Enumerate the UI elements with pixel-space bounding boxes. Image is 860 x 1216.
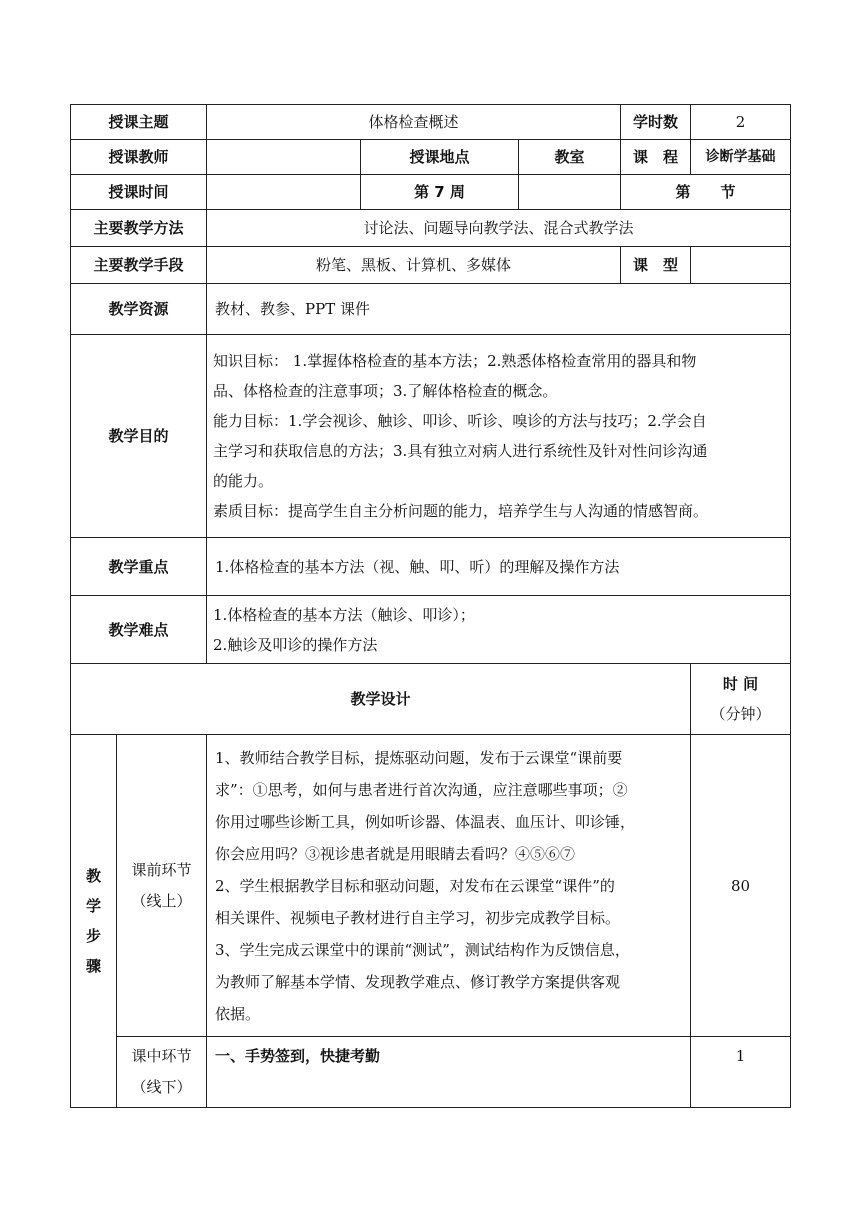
row-method <box>71 210 791 247</box>
steps-label <box>71 735 117 1108</box>
pre-phase <box>117 735 207 1037</box>
pre-line: 3、学生完成云课堂中的课前“测试”，测试结构作为反馈信息， <box>215 940 630 959</box>
course-value: 诊断学基础 <box>691 140 791 175</box>
time-label: 授课时间 <box>71 175 207 210</box>
pre-line: 你用过哪些诊断工具，例如听诊器、体温表、血压计、叩诊锤， <box>215 812 636 831</box>
key-value: 1.体格检查的基本方法（视、触、叩、听）的理解及操作方法 <box>207 538 791 596</box>
row-topic <box>71 105 791 140</box>
place-value: 教室 <box>519 140 621 175</box>
pre-content <box>207 735 691 1037</box>
type-label: 课 型 <box>621 247 691 284</box>
mid-phase <box>117 1037 207 1108</box>
goal-line: 的能力。 <box>213 472 274 490</box>
lesson-plan-page <box>70 104 790 1108</box>
row-pre-class <box>71 735 791 1037</box>
difficulty-label: 教学难点 <box>71 596 207 664</box>
goal-content <box>207 335 791 538</box>
pre-line: 2、学生根据教学目标和驱动问题，对发布在云课堂“课件”的 <box>215 876 615 895</box>
steps-label-char: 学 <box>85 897 101 915</box>
mid-phase-line2: （线下） <box>131 1078 192 1096</box>
row-goals <box>71 335 791 538</box>
row-teacher <box>71 140 791 175</box>
goal-line: 能力目标：1.学会视诊、触诊、叩诊、听诊、嗅诊的方法与技巧；2.学会自 <box>213 412 707 430</box>
week-blank <box>519 175 621 210</box>
place-label: 授课地点 <box>361 140 519 175</box>
steps-label-char: 教 <box>85 867 101 885</box>
pre-line: 依据。 <box>215 1004 261 1023</box>
mid-content: 一、手势签到，快捷考勤 <box>207 1037 691 1108</box>
steps-label-char: 骤 <box>85 957 101 975</box>
goal-line: 品、体格检查的注意事项；3.了解体格检查的概念。 <box>213 382 558 400</box>
time-value <box>207 175 361 210</box>
mid-phase-line1: 课中环节 <box>131 1047 192 1065</box>
pre-line: 你会应用吗？③视诊患者就是用眼睛去看吗？④⑤⑥⑦ <box>215 844 576 863</box>
goal-line: 知识目标： 1.掌握体格检查的基本方法；2.熟悉体格检查常用的器具和物 <box>213 352 697 370</box>
row-key-points <box>71 538 791 596</box>
hours-value: 2 <box>691 105 791 140</box>
method-value: 讨论法、问题导向教学法、混合式教学法 <box>207 210 791 247</box>
pre-minutes: 80 <box>691 735 791 1037</box>
row-design-header <box>71 664 791 735</box>
means-label: 主要教学手段 <box>71 247 207 284</box>
teacher-label: 授课教师 <box>71 140 207 175</box>
pre-phase-line1: 课前环节 <box>131 860 192 879</box>
course-label: 课 程 <box>621 140 691 175</box>
difficulty-line: 1.体格检查的基本方法（触诊、叩诊）； <box>213 605 475 624</box>
lesson-plan-table <box>70 104 791 1108</box>
pre-line: 1、教师结合教学目标，提炼驱动问题，发布于云课堂“课前要 <box>215 748 623 767</box>
goal-line: 主学习和获取信息的方法；3.具有独立对病人进行系统性及针对性问诊沟通 <box>213 442 708 460</box>
week-value: 第 7 周 <box>361 175 519 210</box>
difficulty-content <box>207 596 791 664</box>
resource-value: 教材、教参、PPT 课件 <box>207 284 791 335</box>
goal-label: 教学目的 <box>71 335 207 538</box>
time-header-line1: 时 间 <box>722 675 759 693</box>
means-value: 粉笔、黑板、计算机、多媒体 <box>207 247 621 284</box>
resource-label: 教学资源 <box>71 284 207 335</box>
section-label: 第 节 <box>621 175 791 210</box>
topic-label: 授课主题 <box>71 105 207 140</box>
hours-label: 学时数 <box>621 105 691 140</box>
topic-value: 体格检查概述 <box>207 105 621 140</box>
key-label: 教学重点 <box>71 538 207 596</box>
time-header <box>691 664 791 735</box>
row-difficulties <box>71 596 791 664</box>
design-label: 教学设计 <box>71 664 691 735</box>
pre-line: 为教师了解基本学情、发现教学难点、修订教学方案提供客观 <box>215 972 621 991</box>
goal-line: 素质目标：提高学生自主分析问题的能力，培养学生与人沟通的情感智商。 <box>213 502 709 520</box>
row-means <box>71 247 791 284</box>
row-in-class <box>71 1037 791 1108</box>
pre-line: 相关课件、视频电子教材进行自主学习，初步完成教学目标。 <box>215 908 621 927</box>
pre-line: 求”：①思考，如何与患者进行首次沟通，应注意哪些事项；② <box>215 780 628 799</box>
type-value <box>691 247 791 284</box>
method-label: 主要教学方法 <box>71 210 207 247</box>
time-header-line2: （分钟） <box>710 705 771 723</box>
steps-label-char: 步 <box>85 927 101 945</box>
difficulty-line: 2.触诊及叩诊的操作方法 <box>213 635 378 654</box>
row-resource <box>71 284 791 335</box>
row-time <box>71 175 791 210</box>
mid-minutes: 1 <box>691 1037 791 1108</box>
pre-phase-line2: （线上） <box>131 891 192 910</box>
teacher-value <box>207 140 361 175</box>
